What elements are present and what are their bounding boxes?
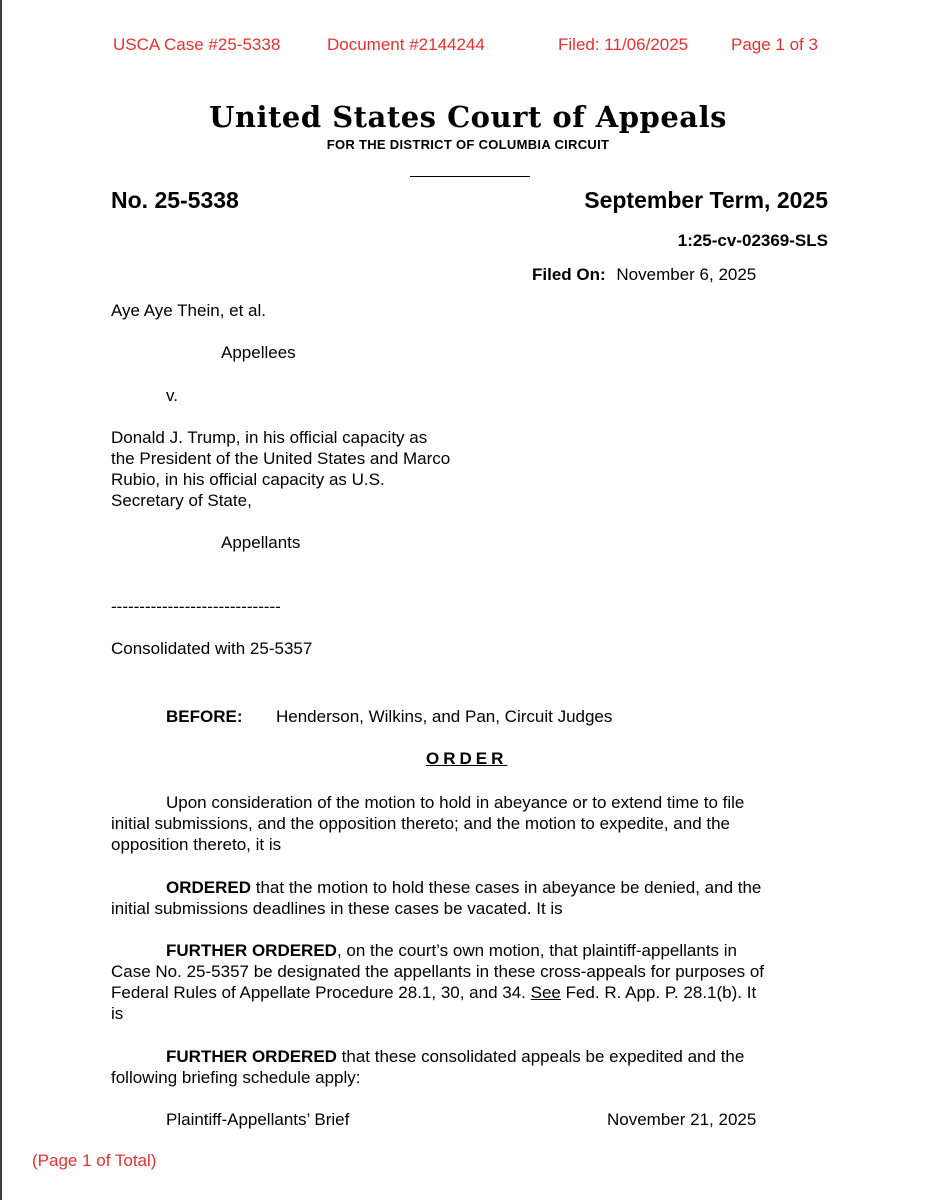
paragraph-text: that the motion to hold these cases in abeyance be denied, and the xyxy=(251,878,762,897)
appellants-line: Secretary of State, xyxy=(111,491,252,510)
term: September Term, 2025 xyxy=(584,187,828,213)
schedule-date: November 21, 2025 xyxy=(607,1110,757,1129)
appellants-line: Rubio, in his official capacity as U.S. xyxy=(111,470,385,489)
header-document-number: Document #2144244 xyxy=(327,35,485,54)
page-edge xyxy=(0,0,2,1200)
case-number: No. 25-5338 xyxy=(111,187,239,213)
appellants-line: Donald J. Trump, in his official capacity as xyxy=(111,428,428,447)
appellants-line: the President of the United States and Marco xyxy=(111,449,451,468)
paragraph-line: initial submissions deadlines in these cases be vacated. It is xyxy=(111,899,563,918)
paragraph-line: following briefing schedule apply: xyxy=(111,1068,361,1087)
title-rule xyxy=(410,176,530,177)
paragraph-text: Federal Rules of Appellate Procedure 28.1, 30, and 34. xyxy=(111,983,531,1002)
appellees-role: Appellees xyxy=(221,343,296,362)
paragraph-text: , on the court’s own motion, that plaintiff-appellants in xyxy=(336,941,738,960)
paragraph-line: Case No. 25-5357 be designated the appellants in these cross-appeals for purposes of xyxy=(111,962,765,981)
further-ordered-keyword: FURTHER ORDERED xyxy=(166,941,337,960)
appellees-name: Aye Aye Thein, et al. xyxy=(111,301,267,320)
paragraph-text: Fed. R. App. P. 28.1(b). It xyxy=(560,983,757,1002)
paragraph-text: that these consolidated appeals be expedited and the xyxy=(336,1047,745,1066)
district-case-number: 1:25-cv-02369-SLS xyxy=(677,231,828,250)
footer-page-total: (Page 1 of Total) xyxy=(32,1151,157,1170)
before-label: BEFORE: xyxy=(166,707,243,726)
further-ordered-paragraph xyxy=(166,940,737,961)
filed-on-date: November 6, 2025 xyxy=(616,265,757,284)
paragraph-line: Upon consideration of the motion to hold in abeyance or to extend time to file xyxy=(166,793,745,812)
further-ordered-paragraph xyxy=(166,1046,744,1067)
schedule-item: Plaintiff-Appellants’ Brief xyxy=(166,1110,350,1129)
court-subtitle: FOR THE DISTRICT OF COLUMBIA CIRCUIT xyxy=(326,137,610,152)
consolidated-with: Consolidated with 25-5357 xyxy=(111,639,313,658)
court-title: United States Court of Appeals xyxy=(209,100,727,134)
paragraph-line: opposition thereto, it is xyxy=(111,835,282,854)
filed-on-label: Filed On: xyxy=(532,265,606,284)
ordered-paragraph xyxy=(166,877,761,898)
appellants-role: Appellants xyxy=(221,533,301,552)
header-filed-date: Filed: 11/06/2025 xyxy=(558,35,689,54)
see-citation-signal: See xyxy=(530,983,561,1002)
filed-on xyxy=(532,264,756,285)
header-page-count: Page 1 of 3 xyxy=(731,35,818,54)
further-ordered-keyword: FURTHER ORDERED xyxy=(166,1047,337,1066)
separator-dashes: ------------------------------ xyxy=(111,597,281,616)
header-case-number: USCA Case #25-5338 xyxy=(113,35,281,54)
ordered-keyword: ORDERED xyxy=(166,878,252,897)
paragraph-line: is xyxy=(111,1004,124,1023)
panel-judges: Henderson, Wilkins, and Pan, Circuit Judges xyxy=(276,707,613,726)
paragraph-line xyxy=(111,982,756,1003)
order-heading: ORDER xyxy=(426,749,508,768)
versus: v. xyxy=(166,386,178,405)
paragraph-line: initial submissions, and the opposition thereto; and the motion to expedite, and the xyxy=(111,814,731,833)
